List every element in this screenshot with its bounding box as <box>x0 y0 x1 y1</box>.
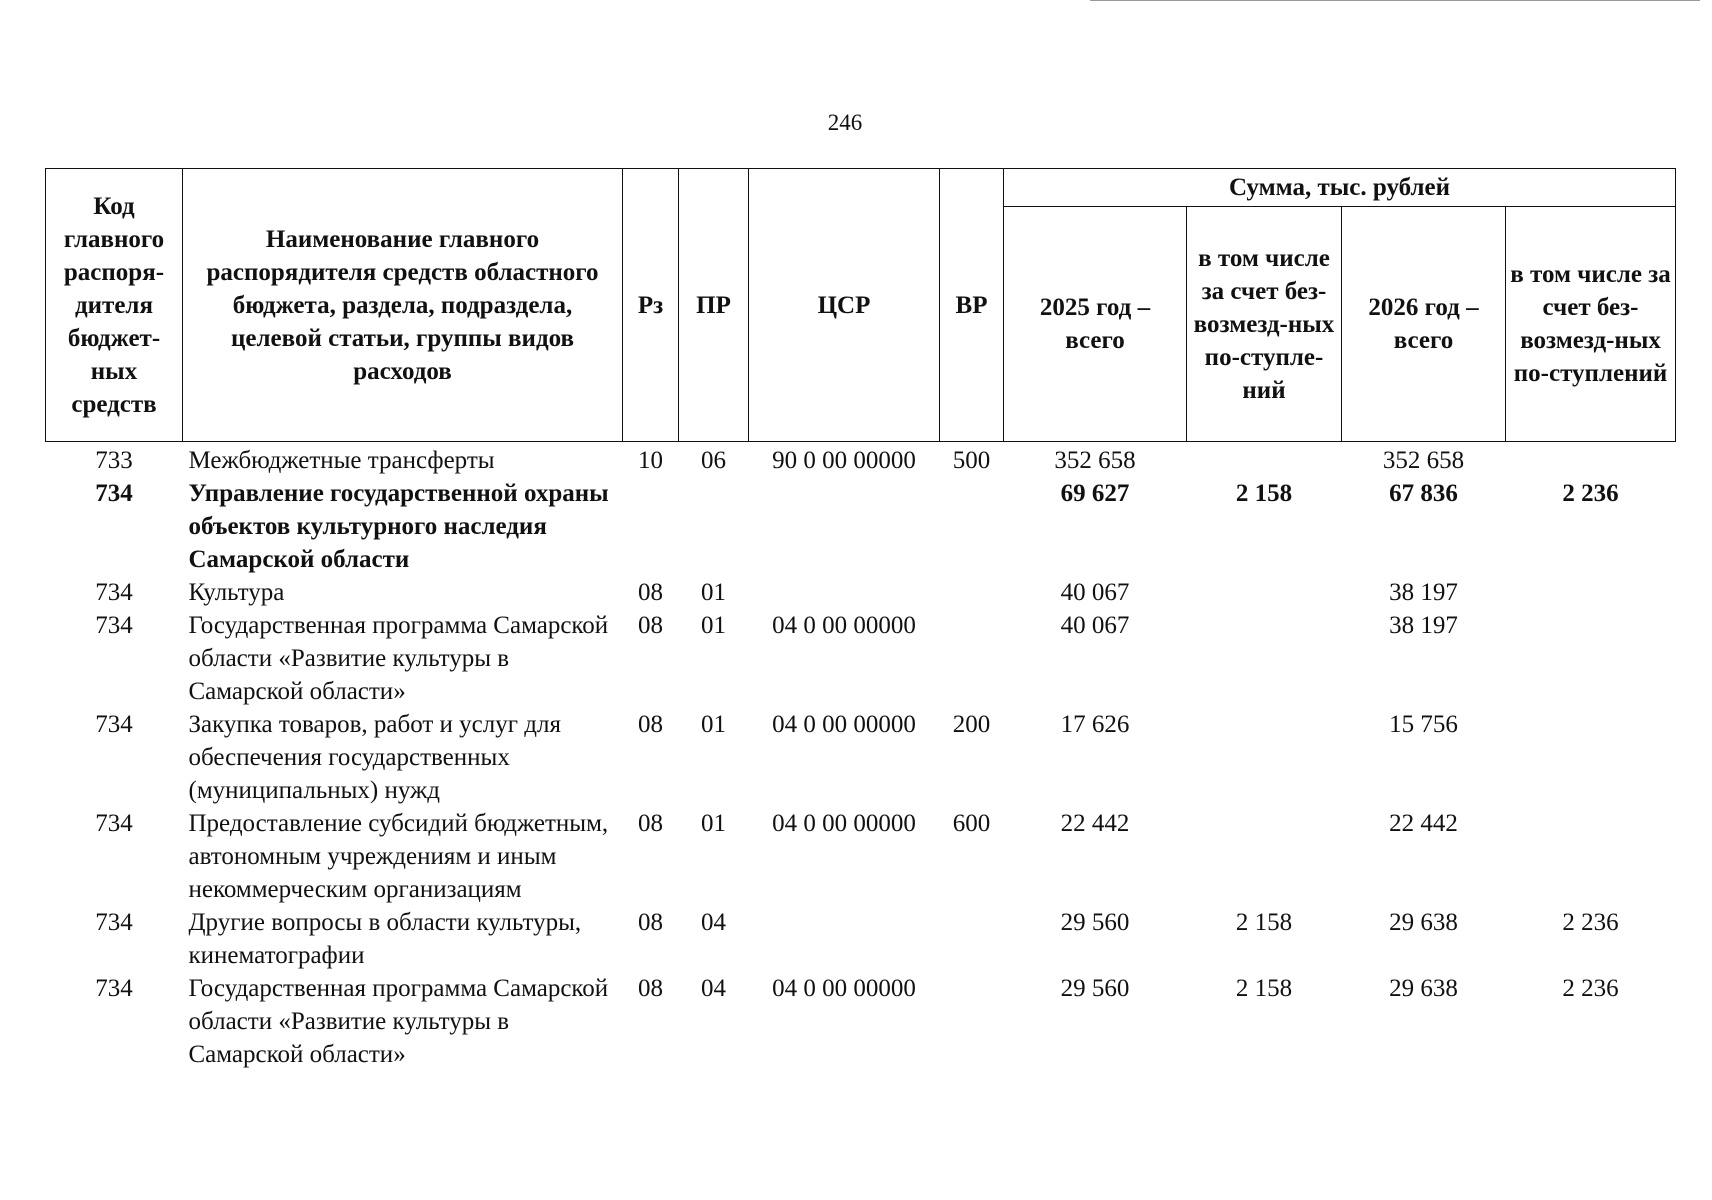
header-sum: Сумма, тыс. рублей <box>1004 169 1676 207</box>
cell-vr <box>940 972 1004 1071</box>
cell-csr <box>749 906 940 972</box>
header-rz: Рз <box>623 169 679 442</box>
cell-rz: 08 <box>638 810 663 837</box>
header-name: Наименование главного распорядителя средств областного бюджета, раздела, подраздела, целевой статьи, группы видов расходов <box>183 169 623 442</box>
cell-rz: 10 <box>638 447 663 474</box>
cell-rz: 08 <box>638 579 663 606</box>
cell-code: 734 <box>95 975 133 1002</box>
cell-vr: 200 <box>952 711 991 738</box>
table-row <box>46 807 1676 906</box>
table-row <box>46 477 1676 576</box>
header-2025-free: в том числе за счет без-возмезд-ных по-ступле-ний <box>1187 207 1342 442</box>
cell-2025-total: 352 658 <box>1054 447 1136 474</box>
table-row <box>46 576 1676 609</box>
cell-pr: 01 <box>701 810 726 837</box>
cell-2025-free <box>1187 807 1342 906</box>
cell-2025-free: 2 158 <box>1235 480 1293 507</box>
cell-2025-free: 2 158 <box>1235 975 1293 1002</box>
cell-2026-free <box>1506 576 1676 609</box>
cell-vr <box>940 576 1004 609</box>
scan-edge-line <box>1090 0 1700 1</box>
cell-2025-free <box>1187 708 1342 807</box>
cell-name: Управление государственной охраны объектов культурного наследия Самарской области <box>188 480 609 573</box>
cell-code: 734 <box>95 711 133 738</box>
cell-2026-total: 29 638 <box>1389 975 1458 1002</box>
cell-2025-total: 22 442 <box>1060 810 1130 837</box>
cell-name: Государственная программа Самарской области «Развитие культуры в Самарской области» <box>188 612 609 705</box>
cell-csr <box>749 477 940 576</box>
cell-csr: 04 0 00 00000 <box>772 810 916 837</box>
cell-name: Межбюджетные трансферты <box>188 447 495 474</box>
cell-2025-total: 69 627 <box>1060 480 1130 507</box>
cell-2026-free: 2 236 <box>1562 975 1619 1002</box>
cell-code: 734 <box>95 909 133 936</box>
cell-2026-total: 38 197 <box>1389 612 1458 639</box>
cell-2025-total: 40 067 <box>1060 612 1130 639</box>
cell-2025-free <box>1187 442 1342 478</box>
cell-name: Закупка товаров, работ и услуг для обеспечения государственных (муниципальных) нужд <box>188 711 561 804</box>
header-pr: ПР <box>679 169 749 442</box>
cell-name: Предоставление субсидий бюджетным, автономным учреждениям и иным некоммерческим организациям <box>188 810 609 903</box>
table-row <box>46 708 1676 807</box>
cell-code: 733 <box>95 447 133 474</box>
cell-2025-total: 40 067 <box>1060 579 1130 606</box>
table-row <box>46 972 1676 1071</box>
cell-name: Государственная программа Самарской области «Развитие культуры в Самарской области» <box>188 975 609 1068</box>
cell-2026-free <box>1506 708 1676 807</box>
table-row <box>46 442 1676 478</box>
cell-pr: 04 <box>701 975 726 1002</box>
cell-2026-free <box>1506 807 1676 906</box>
cell-2026-total: 352 658 <box>1382 447 1465 474</box>
cell-csr: 04 0 00 00000 <box>772 711 916 738</box>
cell-pr: 06 <box>701 447 726 474</box>
table-row <box>46 906 1676 972</box>
cell-vr: 600 <box>952 810 991 837</box>
cell-name: Другие вопросы в области культуры, кинематографии <box>188 909 582 969</box>
cell-pr: 01 <box>701 579 726 606</box>
cell-rz <box>623 477 679 576</box>
cell-code: 734 <box>95 579 133 606</box>
cell-2025-free: 2 158 <box>1235 909 1293 936</box>
cell-name: Культура <box>188 579 285 606</box>
cell-2026-total: 15 756 <box>1389 711 1458 738</box>
cell-pr: 01 <box>701 612 726 639</box>
cell-2026-free: 2 236 <box>1562 909 1619 936</box>
header-2026-total: 2026 год – всего <box>1342 207 1506 442</box>
cell-2025-total: 29 560 <box>1060 975 1130 1002</box>
cell-rz: 08 <box>638 909 663 936</box>
cell-rz: 08 <box>638 612 663 639</box>
table-body <box>46 442 1676 1072</box>
cell-2026-total: 22 442 <box>1389 810 1458 837</box>
cell-csr <box>749 576 940 609</box>
cell-vr: 500 <box>952 447 991 474</box>
header-2025-total: 2025 год – всего <box>1004 207 1187 442</box>
cell-code: 734 <box>95 480 133 507</box>
cell-csr: 90 0 00 00000 <box>772 447 916 474</box>
cell-2025-free <box>1187 576 1342 609</box>
cell-vr <box>940 477 1004 576</box>
cell-pr: 01 <box>701 711 726 738</box>
cell-vr <box>940 906 1004 972</box>
cell-2025-free <box>1187 609 1342 708</box>
cell-pr: 04 <box>701 909 726 936</box>
cell-code: 734 <box>95 612 133 639</box>
header-code: Код главного распоря-дителя бюджет-ных средств <box>46 169 183 442</box>
cell-2026-total: 29 638 <box>1389 909 1458 936</box>
header-2026-free: в том числе за счет без-возмезд-ных по-ступлений <box>1506 207 1676 442</box>
cell-2025-total: 29 560 <box>1060 909 1130 936</box>
cell-rz: 08 <box>638 711 663 738</box>
cell-2026-total: 38 197 <box>1389 579 1458 606</box>
table-row <box>46 609 1676 708</box>
cell-code: 734 <box>95 810 133 837</box>
header-csr: ЦСР <box>749 169 940 442</box>
cell-rz: 08 <box>638 975 663 1002</box>
budget-table <box>45 168 1676 1071</box>
cell-csr: 04 0 00 00000 <box>772 975 916 1002</box>
cell-2025-total: 17 626 <box>1060 711 1130 738</box>
cell-2026-free <box>1506 442 1676 478</box>
cell-2026-free <box>1506 609 1676 708</box>
page-number: 246 <box>827 110 863 135</box>
cell-csr: 04 0 00 00000 <box>772 612 916 639</box>
header-vr: ВР <box>940 169 1004 442</box>
cell-2026-free: 2 236 <box>1562 480 1619 507</box>
cell-vr <box>940 609 1004 708</box>
cell-pr <box>679 477 749 576</box>
cell-2026-total: 67 836 <box>1389 480 1458 507</box>
